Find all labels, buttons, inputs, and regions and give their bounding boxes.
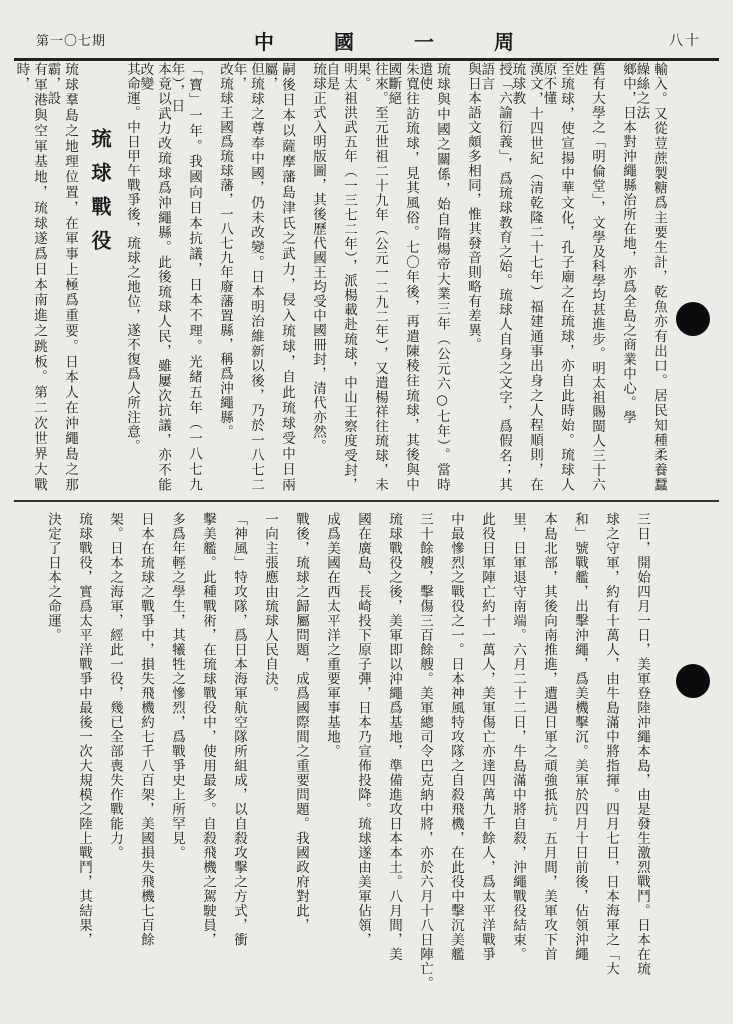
text-column: 此役日軍陣亡約十一萬人，美軍傷亡亦達四萬九千餘人，爲太平洋戰爭 xyxy=(479,512,495,962)
text-column: 本竟以武力改琉球爲沖繩縣。此後琉球人民，雖屢次抗議，亦不能改變 xyxy=(137,62,171,492)
text-column: 舊有大學之「明倫堂」，文學及科學均甚進步。明太祖賜閩人三十六姓 xyxy=(571,62,605,492)
text-column: 但琉球之尊奉中國，仍未改變。日本明治維新以後，乃於一八七二年， xyxy=(230,62,264,492)
text-column: 架。日本之海軍，經此一役，幾已全部喪失作戰能力。 xyxy=(107,512,123,860)
text-column: 擊美艦。此種戰術，在琉球戰役中，使用最多。自殺飛機之駕駛員， xyxy=(200,512,216,947)
text-column: 三十餘艘，擊傷三百餘艘。美軍總司令巴克納中將，亦於六月十八日陣亡。 xyxy=(417,512,433,991)
text-column: 球之守軍，約有十萬人，由牛島滿中將指揮。四月七日，日本海軍之「大 xyxy=(603,512,619,976)
text-column: 朱寬往訪琉球，見其風俗。七〇年後，再遣陳稜往琉球，其後與中國斷絕 xyxy=(385,62,419,492)
publication-title: 中國一周 xyxy=(254,30,574,54)
text-column: 至琉球，使宣揚中華文化，孔子廟之在琉球，亦自此時始。琉球人原不懂 xyxy=(540,62,574,492)
text-column: 有軍港與空軍基地，琉球遂爲日本南進之跳板。第二次世界大戰時， xyxy=(13,62,47,492)
text-column: 與日本語文頗多相同，惟其發音則略有差異。 xyxy=(465,62,481,352)
text-column: 漢文，十四世紀（清乾隆二十七年）福建通事出身之人程順則，在琉球教 xyxy=(509,62,543,492)
text-column: 日本在琉球之戰爭中，損失飛機約七千八百架，美國損失飛機七百餘 xyxy=(138,512,154,947)
punch-hole-bottom xyxy=(676,664,710,698)
text-column: 明太祖洪武五年（一三七二年），派楊載赴琉球，中山王察度受封，自是 xyxy=(323,62,357,492)
text-column: 授「六諭衍義」，爲琉球教育之始。琉球人自身之文字，爲假名；其語言 xyxy=(478,62,512,492)
text-column: 往來。至元世祖二十九年（公元一二九二年），又遣楊祥往琉球，未果。 xyxy=(354,62,388,492)
text-column: 「寶」一年。我國向日本抗議，日本不理。光緒五年（一八七九年），日 xyxy=(168,62,202,492)
text-column: 和」號戰艦，出擊沖繩，爲美機擊沉。美軍於四月十日前後，佔領沖繩 xyxy=(572,512,588,962)
text-column: 「神風」特攻隊，爲日本海軍航空隊所組成，以自殺攻擊之方式，衝 xyxy=(231,512,247,947)
text-column: 中最慘烈之戰役之一。日本神風特攻隊之自殺飛機，在此役中擊沉美艦 xyxy=(448,512,464,962)
text-column: 本島北部，其後向南推進，遭遇日軍之頑強抵抗。五月間，美軍攻下首 xyxy=(541,512,557,962)
text-column: 一向主張應由琉球人民自決。 xyxy=(262,512,278,701)
section-divider xyxy=(14,500,719,502)
text-column: 多爲年輕之學生，其犧牲之慘烈，爲戰爭史上所罕見。 xyxy=(169,512,185,860)
issue-number: 第一〇七期 xyxy=(36,34,107,49)
text-column: 輸入。又從荳蔗製糖爲主要生計，乾魚亦有出口。居民知種柔養蠶繰絲之法 xyxy=(633,62,667,492)
text-column: 嗣後日本以薩摩藩島津氏之武力，侵入琉球，自此琉球受中日兩屬， xyxy=(261,62,295,492)
text-column: 里，日軍退守南端。六月二十二日，牛島滿中將自殺，沖繩戰役結束。 xyxy=(510,512,526,962)
article-title: 琉球戰役 xyxy=(88,128,112,264)
text-column: 成爲美國在西太平洋之重要軍事基地。 xyxy=(324,512,340,759)
text-column: 其命運。中日甲午戰爭後，琉球之地位，遂不復爲人所注意。 xyxy=(124,62,140,454)
text-column: 琉球羣島之地理位置，在軍事上極爲重要。日本人在沖繩島之那霸，設 xyxy=(44,62,78,492)
text-column: 琉球正式入明版圖，其後歷代國王均受中國冊封，清代亦然。 xyxy=(310,62,326,454)
text-column: 琉球戰役，實爲太平洋戰爭中最後一次大規模之陸上戰鬥，其結果， xyxy=(76,512,92,947)
page-header xyxy=(14,14,719,61)
text-column: 戰後，琉球之歸屬問題，成爲國際間之重要問題。我國政府對此， xyxy=(293,512,309,933)
text-column: 琉球與中國之關係，始自隋煬帝大業三年（公元六○七年）。當時遣使 xyxy=(416,62,450,492)
text-column: 琉球戰役之後，美軍即以沖繩爲基地，準備進攻日本本土。八月間，美 xyxy=(386,512,402,962)
text-column: 決定了日本之命運。 xyxy=(45,512,61,643)
text-column: 國在廣島、長崎投下原子彈，日本乃宣佈投降。琉球遂由美軍佔領， xyxy=(355,512,371,947)
text-column: 改琉球王國爲琉球藩，一八七九年廢藩置縣，稱爲沖繩縣。 xyxy=(217,62,233,439)
punch-hole-top xyxy=(676,302,710,336)
page-number: 八十 xyxy=(669,33,701,49)
text-column: 鄉中，日本對沖繩縣治所在地，亦爲全島之商業中心。學 xyxy=(620,62,636,425)
text-column: 三日，開始四月一日，美軍登陸沖繩本島，由是發生激烈戰鬥。日本在琉 xyxy=(634,512,650,976)
